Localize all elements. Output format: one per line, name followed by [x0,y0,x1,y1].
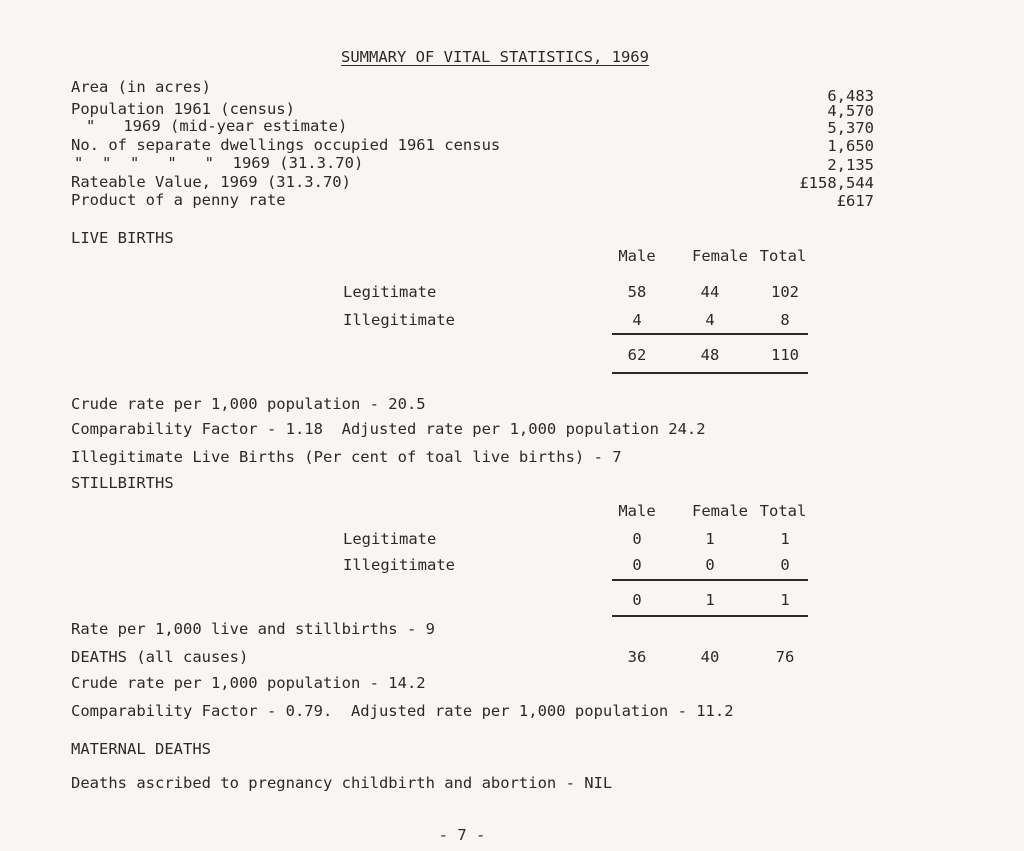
live-births-total-rule-top [612,333,808,335]
live-births-heading: LIVE BIRTHS [71,229,174,247]
stillbirths-illegitimate-male: 0 [632,556,642,574]
summary-value-rateable-value: £158,544 [799,174,874,192]
summary-label-area: Area (in acres) [71,78,211,96]
crude-birth-rate: Crude rate per 1,000 population - 20.5 [71,395,426,413]
stillbirths-row-label-illegitimate: Illegitimate [343,556,455,574]
summary-label-dwellings-1969: " " " " " 1969 (31.3.70) [74,154,364,172]
live-births-total-female: 48 [700,346,720,364]
stillbirths-illegitimate-female: 0 [705,556,715,574]
stillbirths-row-label-legitimate: Legitimate [343,530,437,548]
maternal-deaths-text: Deaths ascribed to pregnancy childbirth and abortion - NIL [71,774,613,792]
live-births-total-rule-bottom [612,372,808,374]
stillbirth-rate: Rate per 1,000 live and stillbirths - 9 [71,620,435,638]
stillbirths-heading: STILLBIRTHS [71,474,174,492]
deaths-total: 76 [775,648,795,666]
death-comparability-factor: Comparability Factor - 0.79. Adjusted rate per 1,000 population - 11.2 [71,702,734,720]
summary-label-dwellings-1961: No. of separate dwellings occupied 1961 census [71,136,501,154]
live-births-col-total: Total [759,247,807,265]
live-births-total-total: 110 [771,346,799,364]
live-births-legitimate-total: 102 [771,283,799,301]
maternal-deaths-heading: MATERNAL DEATHS [71,740,211,758]
stillbirths-total-male: 0 [632,591,642,609]
live-births-illegitimate-female: 4 [705,311,715,329]
stillbirths-col-male: Male [618,502,656,520]
live-births-illegitimate-male: 4 [632,311,642,329]
live-births-row-label-legitimate: Legitimate [343,283,437,301]
summary-label-population-1961: Population 1961 (census) [71,100,295,118]
summary-label-rateable-value: Rateable Value, 1969 (31.3.70) [71,173,351,191]
stillbirths-total-rule-top [612,579,808,581]
summary-value-dwellings-1961: 1,650 [827,137,874,155]
page-number: - 7 - [438,826,486,844]
crude-death-rate: Crude rate per 1,000 population - 14.2 [71,674,426,692]
live-births-legitimate-female: 44 [700,283,720,301]
stillbirths-total-rule-bottom [612,615,808,617]
stillbirths-col-female: Female [692,502,748,520]
summary-value-area: 6,483 [827,87,874,105]
live-births-total-male: 62 [627,346,647,364]
stillbirths-total-total: 1 [780,591,790,609]
stillbirths-total-female: 1 [705,591,715,609]
live-births-col-female: Female [692,247,748,265]
live-births-legitimate-male: 58 [627,283,647,301]
live-births-illegitimate-total: 8 [780,311,790,329]
summary-value-penny-rate: £617 [836,192,874,210]
live-births-row-label-illegitimate: Illegitimate [343,311,455,329]
summary-label-penny-rate: Product of a penny rate [71,191,286,209]
stillbirths-col-total: Total [759,502,807,520]
live-births-col-male: Male [618,247,656,265]
summary-label-population-1969: " 1969 (mid-year estimate) [86,117,348,135]
deaths-male: 36 [627,648,647,666]
stillbirths-legitimate-male: 0 [632,530,642,548]
deaths-female: 40 [700,648,720,666]
page-title: SUMMARY OF VITAL STATISTICS, 1969 [341,48,649,66]
deaths-label: DEATHS (all causes) [71,648,249,666]
stillbirths-legitimate-total: 1 [780,530,790,548]
birth-comparability-factor: Comparability Factor - 1.18 Adjusted rate per 1,000 population 24.2 [71,420,706,438]
summary-value-dwellings-1969: 2,135 [827,156,874,174]
summary-value-population-1961: 4,570 [827,102,874,120]
summary-value-population-1969: 5,370 [827,119,874,137]
stillbirths-illegitimate-total: 0 [780,556,790,574]
stillbirths-legitimate-female: 1 [705,530,715,548]
illegitimate-live-births-percent: Illegitimate Live Births (Per cent of toal live births) - 7 [71,448,622,466]
